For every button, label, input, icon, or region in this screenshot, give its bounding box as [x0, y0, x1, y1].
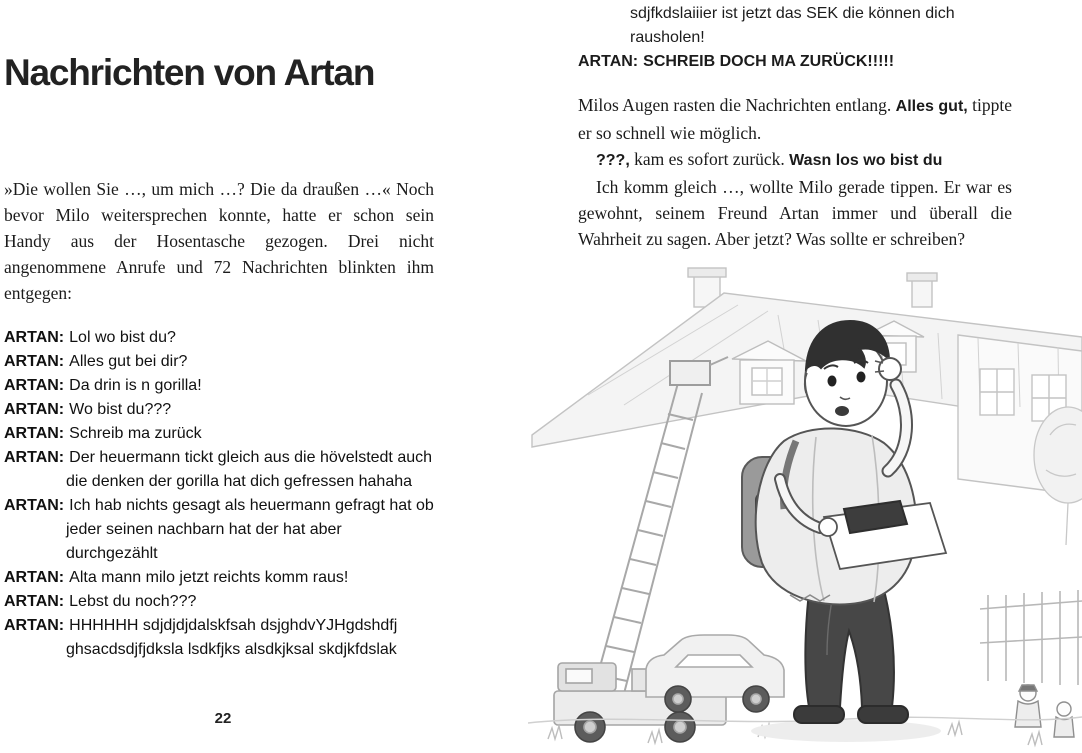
left-page: [4, 0, 434, 727]
message-text: Ich hab nichts gesagt als heuermann gefragt hat ob jeder seinen nachbarn hat der hat aber durchgezählt: [66, 497, 434, 562]
message-row: [4, 614, 434, 662]
narrative-paragraph: [578, 146, 1012, 174]
tree: [1034, 407, 1082, 545]
message-row: [4, 350, 434, 374]
message-row: [4, 374, 434, 398]
message-row: [4, 326, 434, 350]
typed-message-text: Wasn los wo bist du: [789, 152, 943, 169]
message-sender: ARTAN:: [4, 593, 65, 610]
message-text: Der heuermann tickt gleich aus die hövelstedt auch die denken der gorilla hat dich gefressen hahaha: [66, 449, 433, 490]
message-sender: ARTAN:: [578, 53, 639, 70]
message-text: HHHHHH sdjdjdjdalskfsah dsjghdvYJHgdshdfj ghsacdsdjfjdksla lsdkfjks alsdkjksal skdjkfdslak: [66, 617, 398, 658]
message-text: SCHREIB DOCH MA ZURÜCK!!!!!: [643, 53, 895, 70]
chapter-title: Nachrichten von Artan: [4, 52, 375, 93]
message-row: [4, 494, 434, 566]
message-text: Wo bist du???: [69, 401, 172, 418]
message-text: Da drin is n gorilla!: [69, 377, 202, 394]
message-sender: ARTAN:: [4, 617, 65, 634]
message-row: [4, 422, 434, 446]
right-page: [578, 0, 1012, 252]
message-sender: ARTAN:: [4, 569, 65, 586]
message-text: Alles gut bei dir?: [69, 353, 188, 370]
message-text: Schreib ma zurück: [69, 425, 202, 442]
message-sender: ARTAN:: [4, 425, 65, 442]
final-message-row: [578, 50, 1012, 74]
typed-message-text: ???,: [596, 152, 630, 169]
typed-message-text: Alles gut,: [895, 98, 968, 115]
narrative-paragraph: Ich komm gleich …, wollte Milo gerade tippen. Er war es gewohnt, seinem Freund Artan immer und überall die Wahrheit zu sagen. Aber jetzt? Was sollte er schreiben?: [578, 177, 1012, 249]
page-number: 22: [214, 710, 232, 727]
illustration-svg: [528, 265, 1082, 753]
message-text: Alta mann milo jetzt reichts komm raus!: [69, 569, 349, 586]
message-text: Lol wo bist du?: [69, 329, 176, 346]
message-sender: ARTAN:: [4, 353, 65, 370]
message-row: [4, 398, 434, 422]
bystanders: [1015, 685, 1074, 737]
message-row: [4, 446, 434, 494]
message-sender: ARTAN:: [4, 497, 65, 514]
narrative-block: [578, 92, 1012, 252]
message-continuation: sdjfkdslaiiier ist jetzt das SEK die können dich rausholen!: [630, 5, 955, 46]
message-sender: ARTAN:: [4, 401, 65, 418]
narrative-text: kam es sofort zurück.: [629, 149, 790, 169]
message-row: [4, 590, 434, 614]
message-sender: ARTAN:: [4, 449, 65, 466]
narrative-text: tippte er so schnell wie möglich.: [578, 95, 1012, 143]
intro-paragraph: »Die wollen Sie …, um mich …? Die da draußen …« Noch bevor Milo weitersprechen konnte, hatte er schon sein Handy aus der Hosentasche gezogen. Drei nicht angenommene Anrufe und 72 Nachrichten blinkten ihm entgegen:: [4, 179, 434, 303]
message-row: [4, 566, 434, 590]
message-text: Lebst du noch???: [69, 593, 197, 610]
fence: [980, 590, 1082, 685]
narrative-paragraph: [578, 92, 1012, 146]
illustration: [528, 265, 1082, 753]
message-list: [4, 326, 434, 662]
message-sender: ARTAN:: [4, 329, 65, 346]
narrative-text: Milos Augen rasten die Nachrichten entlang.: [578, 95, 896, 115]
message-sender: ARTAN:: [4, 377, 65, 394]
